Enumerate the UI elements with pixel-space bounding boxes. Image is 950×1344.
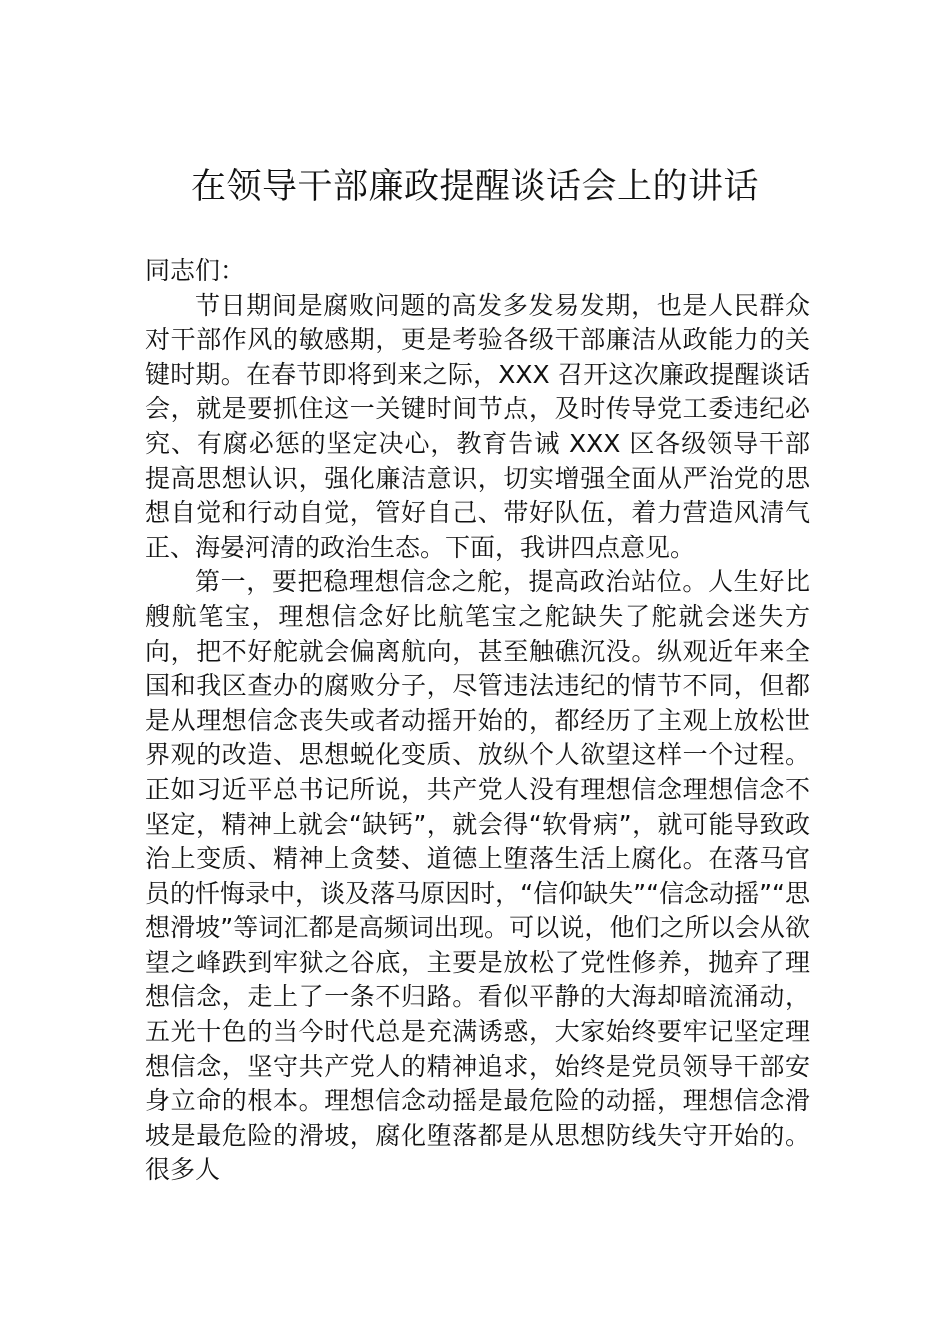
paragraph: 第一，要把稳理想信念之舵，提高政治站位。人生好比艘航笔宝，理想信念好比航笔宝之舵缺失了舵就会迷失方向，把不好舵就会偏离航向，甚至触礁沉没。纵观近年来全国和我区查办的腐败分子，尽管违法违纪的情节不同，但都是从理想信念丧失或者动摇开始的，都经历了主观上放松世界观的改造、思想蜕化变质、放纵个人欲望这样一个过程。正如习近平总书记所说，共产党人没有理想信念理想信念不坚定，精神上就会“缺钙”，就会得“软骨病”，就可能导致政治上变质、精神上贪婪、道德上堕落生活上腐化。在落马官员的忏悔录中，谈及落马原因时，“信仰缺失”“信念动摇”“思想滑坡”等词汇都是高频词出现。可以说，他们之所以会从欲望之峰跌到牢狱之谷底，主要是放松了党性修养，抛弃了理想信念，走上了一条不归路。看似平静的大海却暗流涌动，五光十色的当今时代总是充满诱惑，大家始终要牢记坚定理想信念，坚守共产党人的精神追求，始终是党员领导干部安身立命的根本。理想信念动摇是最危险的动摇，理想信念滑坡是最危险的滑坡，腐化堕落都是从思想防线失守开始的。很多人 [145,567,810,1185]
paragraph: 节日期间是腐败问题的高发多发易发期，也是人民群众对干部作风的敏感期，更是考验各级干部廉洁从政能力的关键时期。在春节即将到来之际，XXX 召开这次廉政提醒谈话会，就是要抓住这一关键时间节点，及时传导党工委违纪必究、有腐必惩的坚定决心，教育告诫 XXX 区各级领导干部提高思想认识，强化廉洁意识，切实增强全面从严治党的思想自觉和行动自觉，管好自己、带好队伍，着力营造风清气正、海晏河清的政治生态。下面，我讲四点意见。 [145,290,810,562]
document-title: 在领导干部廉政提醒谈话会上的讲话 [190,167,759,207]
salutation: 同志们： [145,256,246,285]
document-body [145,254,810,1188]
